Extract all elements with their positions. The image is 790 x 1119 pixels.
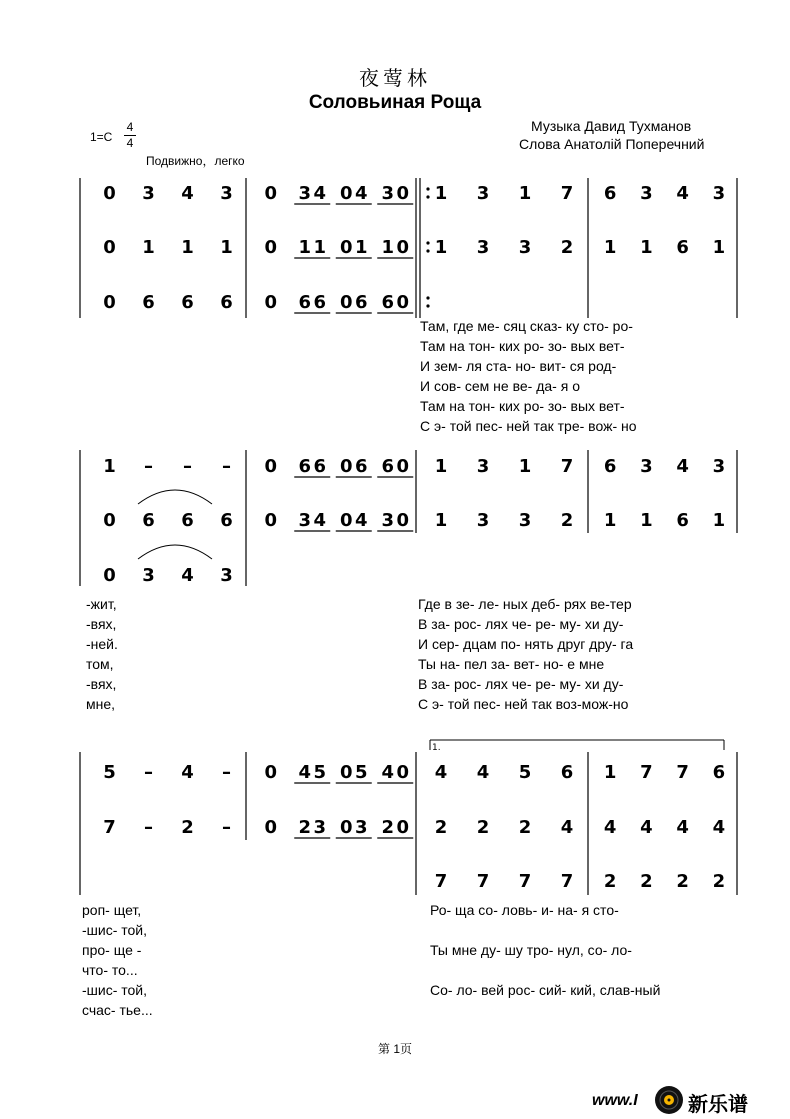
note-digit: 7: [476, 871, 490, 892]
note-digit: 1: [434, 456, 448, 477]
slur: [138, 545, 212, 559]
note-digit: 6: [313, 456, 327, 477]
note-digit: 3: [313, 817, 327, 838]
note-digit: 2: [181, 817, 194, 838]
lyric-line: Где в зе- ле- ных деб- рях ве-тер: [418, 596, 632, 612]
lyric-line: [430, 1000, 750, 1020]
note-digit: 1: [103, 456, 116, 477]
watermark-url: www.I: [592, 1092, 638, 1109]
note-digit: 0: [339, 510, 353, 531]
note-digit: 2: [434, 817, 448, 838]
note-digit: 1: [298, 237, 312, 258]
note-digit: –: [144, 762, 153, 783]
lyric-line: В за- рос- лях че- ре- му- хи ду-: [418, 616, 624, 632]
note-digit: 6: [381, 292, 395, 313]
note-digit: 1: [313, 237, 327, 258]
time-denominator: 4: [124, 135, 136, 150]
note-digit: 7: [560, 456, 574, 477]
note-digit: –: [144, 817, 153, 838]
repeat-dot: [426, 249, 429, 252]
note-digit: 6: [603, 183, 617, 204]
lyrics-system-3-right: [430, 900, 750, 1020]
note-digit: 4: [181, 183, 194, 204]
note-digit: 6: [676, 510, 689, 531]
note-digit: 0: [264, 817, 278, 838]
repeat-dot: [426, 241, 429, 244]
lyric-line: -жит,: [86, 596, 117, 612]
note-digit: 3: [220, 565, 233, 586]
repeat-dot: [426, 296, 429, 299]
note-digit: 1: [434, 510, 448, 531]
note-digit: 1: [603, 237, 617, 258]
note-digit: 4: [181, 762, 194, 783]
note-digit: 1: [434, 183, 448, 204]
lyric-line: Там, где ме- сяц сказ- ку сто- ро-: [420, 318, 633, 334]
lyric-line: роп- щет,: [82, 902, 142, 918]
note-digit: 0: [396, 237, 410, 258]
note-digit: 0: [264, 183, 278, 204]
lyric-line: Ты мне ду- шу тро- нул, со- ло-: [430, 942, 632, 958]
note-digit: 3: [298, 183, 312, 204]
lyric-line: И сов- сем не ве- да- я о: [420, 378, 580, 394]
note-digit: 2: [476, 817, 490, 838]
note-digit: 0: [339, 762, 353, 783]
note-digit: 5: [313, 762, 327, 783]
note-digit: 4: [313, 510, 327, 531]
note-digit: 7: [103, 817, 116, 838]
note-digit: 1: [181, 237, 194, 258]
note-digit: 6: [712, 762, 726, 783]
composer-credit: Музыка Давид Тухманов: [531, 118, 692, 134]
note-digit: 0: [103, 510, 116, 531]
note-digit: 0: [264, 456, 278, 477]
lyric-line: И зем- ля ста- но- вит- ся род-: [420, 358, 617, 374]
note-digit: 6: [181, 292, 194, 313]
record-icon: [654, 1085, 684, 1119]
note-digit: 7: [434, 871, 448, 892]
repeat-dot: [426, 304, 429, 307]
note-digit: 0: [103, 292, 116, 313]
title-chinese: 夜莺林: [359, 66, 431, 90]
note-digit: 4: [712, 817, 726, 838]
note-digit: 2: [712, 871, 726, 892]
note-digit: 1: [640, 237, 653, 258]
note-digit: –: [222, 817, 231, 838]
lyrics-system-1: [420, 316, 740, 436]
note-digit: 2: [676, 871, 689, 892]
lyric-line: И сер- дцам по- нять друг дру- га: [418, 636, 634, 652]
note-digit: 4: [354, 510, 368, 531]
lyric-line: Ты на- пел за- вет- но- е мне: [418, 656, 605, 672]
note-digit: 3: [476, 237, 490, 258]
note-digit: 6: [298, 292, 312, 313]
note-digit: 0: [339, 292, 353, 313]
note-digit: 1: [434, 237, 448, 258]
watermark: [592, 1085, 782, 1115]
note-digit: 6: [298, 456, 312, 477]
note-digit: 0: [339, 456, 353, 477]
note-digit: 1: [142, 237, 155, 258]
note-digit: 4: [181, 565, 194, 586]
watermark-logo: 新乐谱: [688, 1092, 748, 1116]
repeat-dot: [426, 187, 429, 190]
note-digit: 1: [518, 456, 532, 477]
note-digit: 4: [313, 183, 327, 204]
note-digit: 1: [640, 510, 653, 531]
note-digit: 3: [142, 183, 155, 204]
lyric-line: что- то...: [82, 962, 138, 978]
note-digit: 3: [640, 183, 653, 204]
lyric-line: Со- ло- вей рос- сий- кий, слав-ный: [430, 982, 661, 998]
note-digit: 0: [264, 510, 278, 531]
note-digit: 4: [476, 762, 490, 783]
note-digit: 1: [712, 237, 726, 258]
lyric-line: -шис- той,: [82, 922, 148, 938]
lyric-line: -вях,: [86, 676, 117, 692]
lyrics-system-2-right: [418, 594, 738, 714]
note-digit: 6: [220, 292, 233, 313]
note-digit: 6: [220, 510, 233, 531]
title-russian: Соловьиная Роща: [308, 92, 482, 113]
note-digit: 2: [518, 817, 532, 838]
note-digit: –: [144, 456, 153, 477]
note-digit: 0: [396, 510, 410, 531]
note-digit: 7: [676, 762, 689, 783]
note-digit: 2: [298, 817, 312, 838]
note-digit: 7: [560, 183, 574, 204]
repeat-dot: [426, 195, 429, 198]
note-digit: 4: [560, 817, 574, 838]
note-digit: 1: [603, 762, 617, 783]
key-signature: 1=C: [90, 130, 113, 144]
note-digit: 3: [142, 565, 155, 586]
note-digit: 3: [640, 456, 653, 477]
note-digit: 4: [381, 762, 395, 783]
note-digit: 0: [396, 456, 410, 477]
note-digit: 6: [603, 456, 617, 477]
note-digit: 6: [560, 762, 574, 783]
lyric-line: мне,: [86, 696, 116, 712]
page-number: 第 1页: [377, 1042, 412, 1056]
lyrics-system-3-left: [82, 900, 282, 1020]
tempo-marking: Подвижно，легко: [146, 154, 245, 168]
lyric-line: [430, 960, 750, 980]
note-digit: 0: [264, 292, 278, 313]
note-digit: 0: [396, 762, 410, 783]
lyric-line: -ней.: [86, 636, 118, 652]
note-digit: 0: [339, 817, 353, 838]
note-digit: 0: [103, 183, 116, 204]
note-digit: 6: [676, 237, 689, 258]
lyric-line: -шис- той,: [82, 982, 148, 998]
note-digit: 3: [518, 510, 532, 531]
note-digit: 4: [298, 762, 312, 783]
note-digit: 4: [354, 183, 368, 204]
note-digit: 4: [676, 817, 689, 838]
note-digit: 1: [381, 237, 395, 258]
note-digit: 4: [434, 762, 448, 783]
note-digit: 3: [354, 817, 368, 838]
note-digit: 2: [603, 871, 617, 892]
note-digit: 5: [103, 762, 116, 783]
note-digit: 3: [476, 183, 490, 204]
time-numerator: 4: [126, 120, 134, 134]
note-digit: 3: [476, 456, 490, 477]
note-digit: –: [222, 456, 231, 477]
lyric-line: Там на тон- ких ро- зо- вых вет-: [420, 398, 625, 414]
lyricist-credit: Слова Анатолій Поперечний: [519, 136, 705, 152]
note-digit: 3: [518, 237, 532, 258]
lyric-line: про- ще -: [82, 942, 142, 958]
lyric-line: [430, 920, 750, 940]
lyric-line: том,: [86, 656, 114, 672]
lyric-line: С э- той пес- ней так воз-мож-но: [418, 696, 629, 712]
note-digit: –: [183, 456, 192, 477]
note-digit: 7: [560, 871, 574, 892]
note-digit: 0: [264, 762, 278, 783]
note-digit: 1: [712, 510, 726, 531]
note-digit: 6: [142, 292, 155, 313]
note-digit: 5: [518, 762, 532, 783]
note-digit: 2: [560, 237, 574, 258]
note-digit: 2: [381, 817, 395, 838]
note-digit: 6: [142, 510, 155, 531]
note-digit: 3: [298, 510, 312, 531]
note-digit: 4: [676, 456, 689, 477]
note-digit: 6: [354, 292, 368, 313]
note-digit: 1: [603, 510, 617, 531]
note-digit: 6: [381, 456, 395, 477]
lyric-line: счас- тье...: [82, 1002, 153, 1018]
note-digit: 0: [339, 237, 353, 258]
slur: [138, 490, 212, 504]
lyric-line: Там на тон- ких ро- зо- вых вет-: [420, 338, 625, 354]
note-digit: 4: [676, 183, 689, 204]
note-digit: 1: [220, 237, 233, 258]
note-digit: 6: [354, 456, 368, 477]
volta-label: 1.: [432, 743, 441, 753]
note-digit: 0: [339, 183, 353, 204]
note-digit: 3: [712, 456, 726, 477]
note-digit: 2: [560, 510, 574, 531]
note-digit: 7: [640, 762, 653, 783]
note-digit: 0: [103, 565, 116, 586]
lyric-line: В за- рос- лях че- ре- му- хи ду-: [418, 676, 624, 692]
note-digit: 0: [396, 292, 410, 313]
lyric-line: Ро- ща со- ловь- и- на- я сто-: [430, 902, 619, 918]
note-digit: 0: [396, 817, 410, 838]
note-digit: 3: [712, 183, 726, 204]
note-digit: 4: [640, 817, 653, 838]
note-digit: 1: [518, 183, 532, 204]
lyrics-system-2-left: [86, 594, 166, 714]
note-digit: 2: [640, 871, 653, 892]
note-digit: 3: [381, 510, 395, 531]
note-digit: 6: [313, 292, 327, 313]
lyric-line: С э- той пес- ней так тре- вож- но: [420, 418, 637, 434]
note-digit: –: [222, 762, 231, 783]
lyric-line: -вях,: [86, 616, 117, 632]
note-digit: 7: [518, 871, 532, 892]
note-digit: 3: [220, 183, 233, 204]
note-digit: 1: [354, 237, 368, 258]
note-digit: 6: [181, 510, 194, 531]
note-digit: 5: [354, 762, 368, 783]
note-digit: 0: [396, 183, 410, 204]
note-digit: 0: [264, 237, 278, 258]
note-digit: 0: [103, 237, 116, 258]
note-digit: 4: [603, 817, 617, 838]
note-digit: 3: [381, 183, 395, 204]
note-digit: 3: [476, 510, 490, 531]
